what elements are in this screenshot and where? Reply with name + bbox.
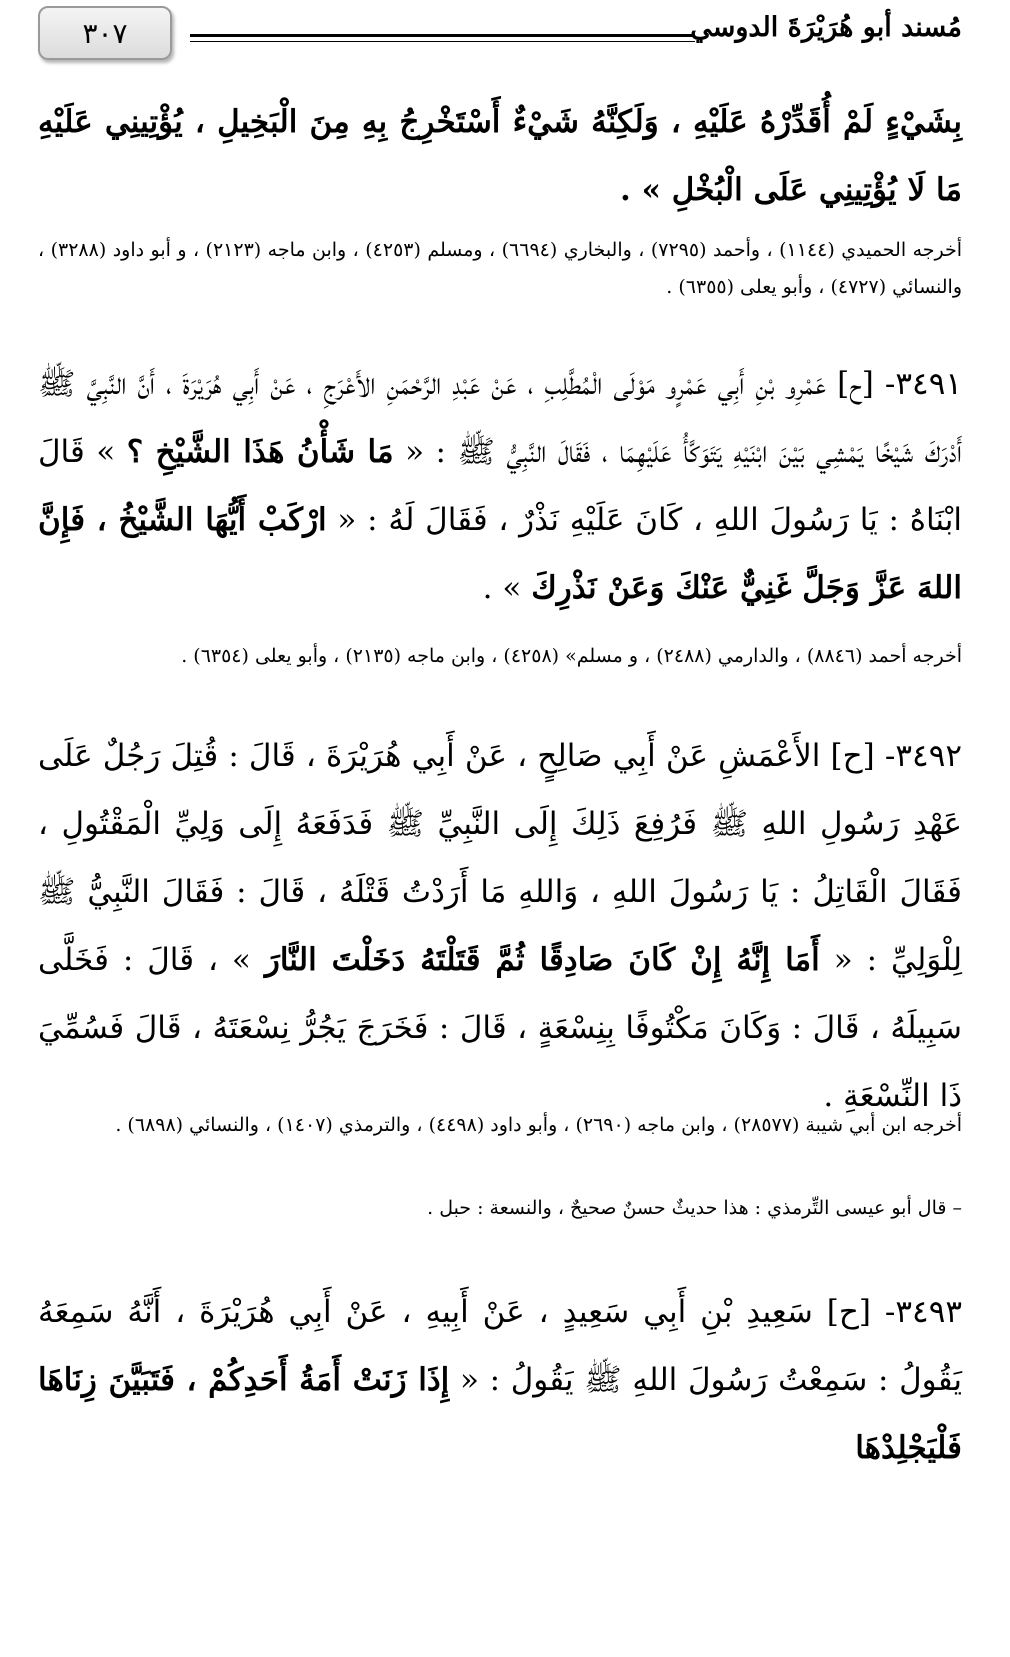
hadith-3492-quote: أَمَا إِنَّهُ إِنْ كَانَ صَادِقًا ثُمَّ قَتَلْتَهُ دَخَلْتَ النَّارَ (264, 942, 820, 978)
takhrij-3492-text: أخرجه ابن أبي شيبة (٢٨٥٧٧) ، وابن ماجه (٢٦٩٠) ، وأبو داود (٤٤٩٨) ، والترمذي (١٤٠٧) ، والنسائي (٦٨٩٨) . (115, 1114, 962, 1136)
header-rule-thick (190, 34, 695, 37)
hadith-3491 (38, 350, 962, 622)
hadith-3492-intro: ٣٤٩٢- [ح] الأَعْمَشِ عَنْ أَبِي صَالِحٍ ، عَنْ أَبِي هُرَيْرَةَ ، قَالَ : قُتِلَ رَجُلٌ عَلَى عَهْدِ رَسُولِ اللهِ ﷺ فَرُفِعَ ذَلِكَ إِلَى النَّبِيِّ ﷺ فَدَفَعَهُ إِلَى وَلِيِّ الْمَقْتُولِ ، فَقَالَ الْقَاتِلُ : يَا رَسُولَ اللهِ ، وَاللهِ مَا أَرَدْتُ قَتْلَهُ ، قَالَ : فَقَالَ النَّبِيُّ ﷺ لِلْوَلِيِّ : « (38, 738, 963, 978)
hadith-3493 (38, 1278, 962, 1482)
running-title: مُسند أبو هُرَيْرَةَ الدوسي (690, 12, 962, 43)
page-number-text: ٣٠٧ (82, 16, 128, 50)
hadith-3492-end: » ، قَالَ : فَخَلَّى سَبِيلَهُ ، قَالَ : وَكَانَ مَكْتُوفًا بِنِسْعَةٍ ، قَالَ : فَخَرَجَ يَجُرُّ نِسْعَتَهُ ، قَالَ فَسُمِّيَ ذَا النِّسْعَةِ . (38, 942, 962, 1114)
takhrij-3492 (38, 1107, 962, 1144)
hadith-3491-intro: ٣٤٩١- [ح] عَمْرِو بْنِ أَبِي عَمْرٍو مَوْلَى الْمُطَّلِبِ ، عَنْ عَبْدِ الرَّحْمَنِ الأَعْرَجِ ، عَنْ أَبِي هُرَيْرَةَ ، أَنَّ النَّبِيَّ ﷺ أَدْرَكَ شَيْخًا يَمْشِي بَيْنَ ابْنَيْهِ يَتَوَكَّأُ عَلَيْهِمَا ، فَقَالَ النَّبِيُّ ﷺ : « (38, 366, 963, 470)
header-rule-thin (190, 41, 695, 42)
page-number (38, 6, 172, 60)
hadith-3493-quote: إِذَا زَنَتْ أَمَةُ أَحَدِكُمْ ، فَتَبَيَّنَ زِنَاهَا فَلْيَجْلِدْهَا (38, 1362, 962, 1466)
hadith-3491-end: » . (482, 570, 522, 606)
hadith-continuation-text: بِشَيْءٍ لَمْ أُقَدِّرْهُ عَلَيْهِ ، وَلَكِنَّهُ شَيْءٌ أَسْتَخْرِجُ بِهِ مِنَ الْبَخِيلِ ، يُؤْتِينِي عَلَيْهِ مَا لَا يُؤْتِينِي عَلَى الْبُخْلِ » . (38, 104, 962, 208)
hadith-3491-quote-2: ارْكَبْ أَيُّهَا الشَّيْخُ ، فَإِنَّ اللهَ عَزَّ وَجَلَّ غَنِيٌّ عَنْكَ وَعَنْ نَذْرِكَ (38, 502, 962, 606)
hadith-continuation (38, 88, 962, 224)
hadith-3491-quote-1: مَا شَأْنُ هَذَا الشَّيْخِ ؟ (126, 434, 394, 470)
hadith-3493-intro: ٣٤٩٣- [ح] سَعِيدِ بْنِ أَبِي سَعِيدٍ ، عَنْ أَبِيهِ ، عَنْ أَبِي هُرَيْرَةَ ، أَنَّهُ سَمِعَهُ يَقُولُ : سَمِعْتُ رَسُولَ اللهِ ﷺ يَقُولُ : « (38, 1294, 963, 1398)
hadith-3491-middle: » قَالَ ابْنَاهُ : يَا رَسُولَ اللهِ ، كَانَ عَلَيْهِ نَذْرٌ ، فَقَالَ لَهُ : « (38, 434, 963, 538)
takhrij-text: أخرجه الحميدي (١١٤٤) ، وأحمد (٧٢٩٥) ، والبخاري (٦٦٩٤) ، ومسلم (٤٢٥٣) ، وابن ماجه (٢١٢٣) ، و أبو داود (٣٢٨٨) ، والنسائي (٤٧٢٧) ، وأبو يعلى (٦٣٥٥) . (38, 239, 963, 298)
takhrij-3491-text: أخرجه أحمد (٨٨٤٦) ، والدارمي (٢٤٨٨) ، و مسلم» (٤٢٥٨) ، وابن ماجه (٢١٣٥) ، وأبو يعلى (٦٣٥٤) . (181, 645, 962, 667)
takhrij-3491 (38, 638, 962, 675)
hadith-3492 (38, 722, 962, 1130)
tirmidhi-note-text: – قال أبو عيسى التِّرمذي : هذا حديثٌ حسنٌ صحيحٌ ، والنسعة : حبل . (427, 1197, 962, 1219)
takhrij-note (38, 232, 962, 306)
tirmidhi-note (38, 1190, 962, 1227)
